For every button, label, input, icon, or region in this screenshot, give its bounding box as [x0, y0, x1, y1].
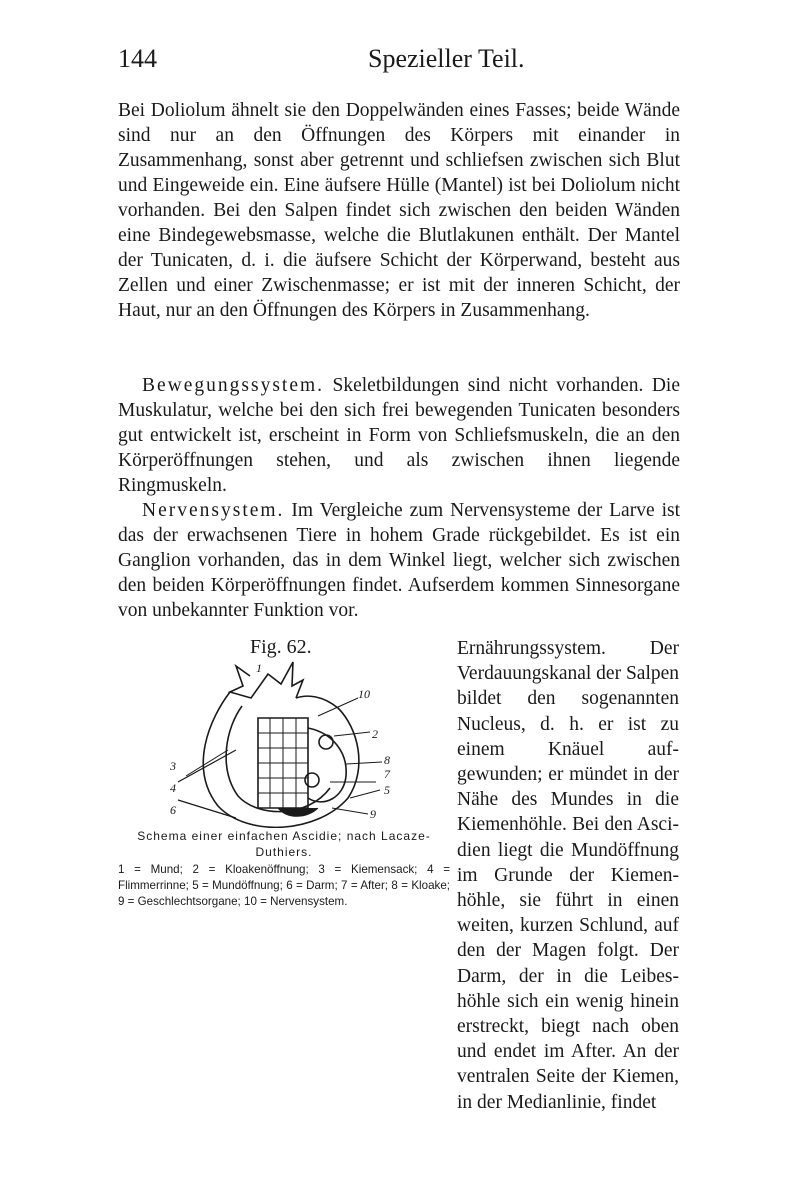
figure-number-10: 10	[358, 687, 370, 701]
paragraph-ernaehrungssystem: Ernährungssystem. Der Verdauungskanal der Salpen bildet den sogenannten Nucleus, d. h. er ist zu einem Knäuel aufgewunden; er mündet in der Nähe des Mundes in die Kiemenhöhle. Bei den Ascidien liegt die Mundöffnung im Grunde der Kiemenhöhle, sie führt in einen weiten, kurzen Schlund, auf den der Magen folgt. Der Darm, der in die Leibeshöhle sich ein wenig hinein erstreckt, biegt nach oben und endet im After. An der ventralen Seite der Kiemen, in der Medianlinie, findet	[457, 638, 680, 1113]
paragraph-doliolum: Bei Doliolum ähnelt sie den Doppelwänden eines Fasses; beide Wände sind nur an den Öffnungen des Körpers mit einander in Zusammenhang, sonst aber getrennt und schliefsen zwischen sich Blut und Eingeweide ein. Eine äufsere Hülle (Mantel) ist bei Doliolum nicht vorhanden. Bei den Salpen findet sich zwischen den beiden Wänden eine Bindegewebsmasse, welche die Blutlakunen enthält. Der Mantel der Tunicaten, d. i. die äufsere Schicht der Körperwand, besteht aus Zellen und einer Zwischenmasse; er ist mit der inneren Schicht, der Haut, nur an den Öffnungen des Körpers in Zusammenhang.	[118, 100, 680, 321]
figure-number-1: 1	[256, 661, 262, 675]
figure-caption	[118, 828, 450, 910]
figure-label: Fig. 62.	[250, 636, 312, 658]
figure-number-2: 2	[372, 727, 378, 741]
figure-number-5: 5	[384, 783, 390, 797]
running-head: Spezieller Teil.	[368, 44, 525, 73]
figure-62	[118, 636, 450, 1136]
figure-number-7: 7	[384, 767, 390, 781]
figure-number-3: 3	[170, 759, 176, 773]
paragraph-bewegungssystem	[118, 373, 680, 498]
figure-caption-title: Schema einer einfachen Ascidie; nach Lacaze-Duthiers.	[137, 829, 431, 859]
section-heading-nervensystem: Nervensystem.	[142, 500, 285, 521]
page-header	[118, 44, 678, 84]
figure-number-6: 6	[170, 803, 176, 817]
figure-number-9: 9	[370, 807, 376, 821]
figure-number-4: 4	[170, 781, 176, 795]
section-heading-bewegungssystem: Bewegungssystem.	[142, 375, 325, 396]
figure-caption-legend: 1 = Mund; 2 = Kloakenöffnung; 3 = Kiemensack; 4 = Flimmerrinne; 5 = Mundöffnung; 6 = Darm; 7 = After; 8 = Kloake; 9 = Geschlechtsorgane; 10 = Nervensystem.	[118, 863, 450, 908]
paragraph-bewegungssystem-text: Skeletbildungen sind nicht vorhanden. Die Muskulatur, welche bei den sich frei bewegenden Tunicaten besonders gut entwickelt ist, erscheint in Form von Schliefsmuskeln, die an den Körperöffnungen stehen, und als zwischen ihnen liegende Ringmuskeln.	[118, 375, 680, 496]
figure-number-8: 8	[384, 753, 390, 767]
page-number: 144	[118, 44, 157, 73]
paragraph-nervensystem	[118, 498, 680, 623]
paragraph-nervensystem-text: Im Vergleiche zum Nervensysteme der Larve ist das der erwachsenen Tiere in hohem Grade rückgebildet. Es ist ein Ganglion vorhanden, das in dem Winkel liegt, welcher sich zwischen den beiden Körperöffnungen findet. Aufserdem kommen Sinnesorgane von unbekannter Funktion vor.	[118, 500, 680, 621]
ascidie-schema-illustration	[118, 658, 450, 828]
